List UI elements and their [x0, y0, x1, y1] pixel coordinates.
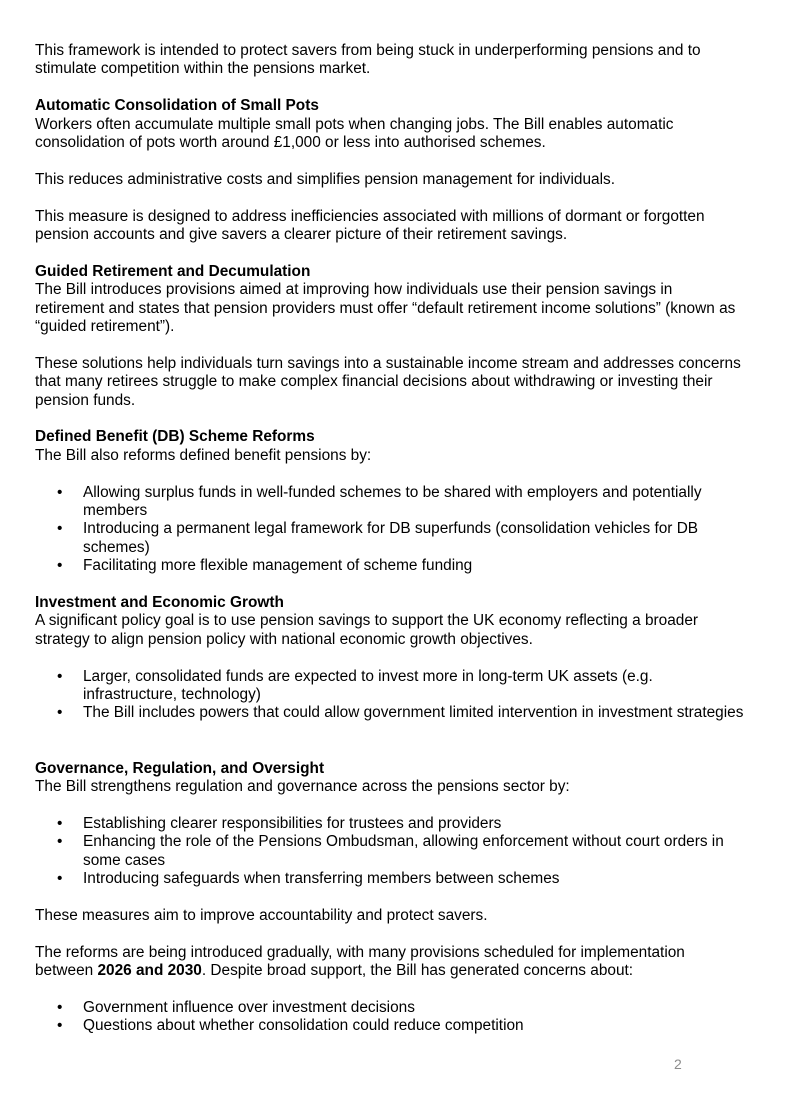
db-reforms-paragraph: The Bill also reforms defined benefit pensions by: [35, 446, 372, 464]
db-reforms-list [35, 484, 745, 576]
list-item: • Facilitating more flexible management of scheme funding [57, 557, 473, 575]
bullet-icon: • [57, 1017, 63, 1035]
concerns-list [35, 999, 745, 1036]
retirement-paragraph-2: These solutions help individuals turn savings into a sustainable income stream and addresses concerns that many retirees struggle to make complex financial decisions about withdrawing or investing their pension funds. [35, 354, 741, 409]
list-item: • Enhancing the role of the Pensions Ombudsman, allowing enforcement without court orders in some cases [57, 833, 724, 869]
bullet-icon: • [57, 557, 63, 575]
heading-governance: Governance, Regulation, and Oversight [35, 759, 325, 777]
bullet-icon: • [57, 704, 63, 722]
spacer [35, 336, 745, 354]
governance-paragraph-2: These measures aim to improve accountability and protect savers. [35, 906, 488, 924]
heading-retirement: Guided Retirement and Decumulation [35, 262, 311, 280]
list-item: • Establishing clearer responsibilities for trustees and providers [57, 814, 502, 832]
bullet-icon: • [57, 520, 63, 538]
list-item: • Introducing safeguards when transferring members between schemes [57, 870, 560, 888]
list-item: • Questions about whether consolidation could reduce competition [57, 1017, 524, 1035]
list-item: • The Bill includes powers that could allow government limited intervention in investment strategies [57, 704, 744, 722]
spacer [35, 889, 745, 907]
list-item: • Allowing surplus funds in well-funded schemes to be shared with employers and potentially members [57, 483, 702, 520]
spacer [35, 244, 745, 262]
list-item: • Larger, consolidated funds are expected to invest more in long-term UK assets (e.g. infrastructure, technology) [57, 667, 653, 704]
bullet-icon: • [57, 483, 63, 501]
retirement-paragraph-1: The Bill introduces provisions aimed at improving how individuals use their pension savings in retirement and states that pension providers must offer “default retirement income solutions” (known as “guided retirement”). [35, 281, 736, 336]
bullet-icon: • [57, 998, 63, 1016]
governance-paragraph-1: The Bill strengthens regulation and governance across the pensions sector by: [35, 778, 570, 796]
spacer [35, 410, 745, 428]
page-number: 2 [674, 1056, 682, 1072]
investment-paragraph: A significant policy goal is to use pension savings to support the UK economy reflecting a broader strategy to align pension policy with national economic growth objectives. [35, 612, 699, 648]
spacer [35, 649, 745, 667]
spacer [35, 465, 745, 483]
heading-db-reforms: Defined Benefit (DB) Scheme Reforms [35, 428, 315, 446]
date-range-emphasis: 2026 and 2030 [97, 962, 202, 980]
heading-consolidation: Automatic Consolidation of Small Pots [35, 97, 319, 115]
heading-investment: Investment and Economic Growth [35, 594, 284, 612]
spacer [35, 152, 745, 170]
spacer [35, 797, 745, 815]
consolidation-paragraph-1: Workers often accumulate multiple small pots when changing jobs. The Bill enables automatic consolidation of pots worth around £1,000 or less into authorised schemes. [35, 115, 674, 152]
spacer [35, 981, 745, 999]
spacer [35, 576, 745, 594]
investment-list [35, 668, 745, 723]
list-item: • Government influence over investment decisions [57, 998, 415, 1016]
consolidation-paragraph-2: This reduces administrative costs and simplifies pension management for individuals. [35, 170, 615, 188]
intro-paragraph: This framework is intended to protect savers from being stuck in underperforming pensions and to stimulate competition within the pensions market. [35, 42, 701, 78]
bullet-icon: • [57, 833, 63, 851]
governance-list [35, 815, 745, 889]
bullet-icon: • [57, 667, 63, 685]
closing-paragraph: The reforms are being introduced gradually, with many provisions scheduled for implementation between 2026 and 2030. Despite broad support, the Bill has generated concerns about: [35, 943, 685, 980]
document-page [35, 42, 745, 1036]
spacer [35, 723, 745, 760]
list-item: • Introducing a permanent legal framework for DB superfunds (consolidation vehicles for DB schemes) [57, 520, 699, 556]
spacer [35, 189, 745, 207]
bullet-icon: • [57, 870, 63, 888]
spacer [35, 925, 745, 943]
bullet-icon: • [57, 814, 63, 832]
consolidation-paragraph-3: This measure is designed to address inefficiencies associated with millions of dormant or forgotten pension accounts and give savers a clearer picture of their retirement savings. [35, 207, 705, 244]
spacer [35, 79, 745, 97]
